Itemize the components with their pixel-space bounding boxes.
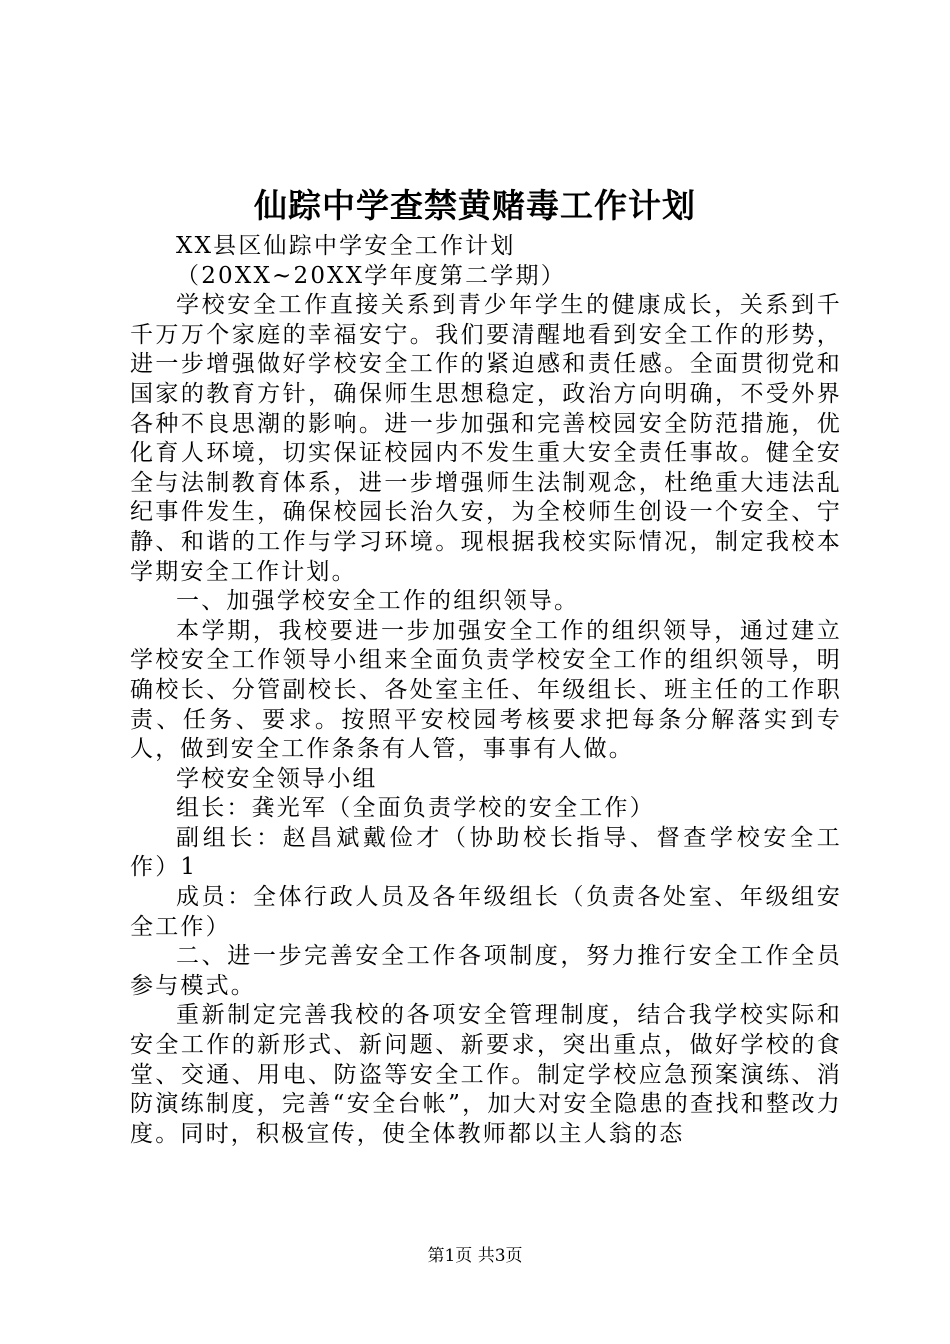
section-heading-1: 一、加强学校安全工作的组织领导。 — [176, 588, 580, 615]
group-heading: 学校安全领导小组 — [176, 765, 378, 792]
document-body — [130, 232, 842, 1149]
paragraph-section-2: 重新制定完善我校的各项安全管理制度，结合我学校实际和安全工作的新形式、新问题、新要求，突出重点，做好学校的食堂、交通、用电、防盗等安全工作。制定学校应急预案演练、消防演练制度，完善“安全台帐”，加大对安全隐患的查找和整改力度。同时，积极宣传，使全体教师都以主人翁的态 — [130, 1002, 842, 1147]
document-title: 仙踪中学查禁黄赌毒工作计划 — [254, 186, 696, 225]
group-leader: 组长：龚光军（全面负责学校的安全工作） — [176, 795, 655, 822]
section-heading-2: 二、进一步完善安全工作各项制度，努力推行安全工作全员参与模式。 — [130, 943, 842, 999]
paragraph-section-1: 本学期，我校要进一步加强安全工作的组织领导，通过建立学校安全工作领导小组来全面负责学校安全工作的组织领导，明确校长、分管副校长、各处室主任、年级组长、班主任的工作职责、任务、要求。按照平安校园考核要求把每条分解落实到专人，做到安全工作条条有人管，事事有人做。 — [130, 617, 842, 763]
paragraph-intro: 学校安全工作直接关系到青少年学生的健康成长，关系到千千万万个家庭的幸福安宁。我们要清醒地看到安全工作的形势，进一步增强做好学校安全工作的紧迫感和责任感。全面贯彻党和国家的教育方针，确保师生思想稳定，政治方向明确，不受外界各种不良思潮的影响。进一步加强和完善校园安全防范措施，优化育人环境，切实保证校园内不发生重大安全责任事故。健全安全与法制教育体系，进一步增强师生法制观念，杜绝重大违法乱纪事件发生，确保校园长治久安，为全校师生创设一个安全、宁静、和谐的工作与学习环境。现根据我校实际情况，制定我校本学期安全工作计划。 — [130, 292, 842, 585]
page-number: 第1页 共3页 — [427, 1246, 523, 1266]
subtitle-term: （20XX~20XX学年度第二学期） — [176, 262, 566, 289]
group-members: 成员：全体行政人员及各年级组长（负责各处室、年级组安全工作） — [130, 884, 842, 940]
subtitle-school-plan: XX县区仙踪中学安全工作计划 — [176, 233, 516, 259]
group-deputy-leader: 副组长：赵昌斌戴俭才（协助校长指导、督查学校安全工作）1 — [130, 824, 842, 881]
